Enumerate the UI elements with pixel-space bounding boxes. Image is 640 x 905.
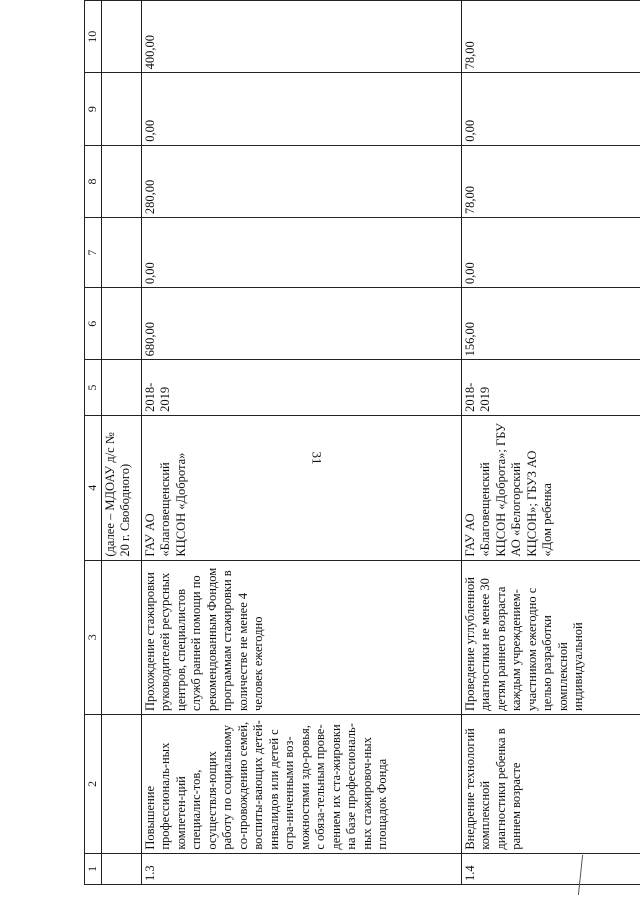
activity-cell: Повышение профессиональ-ных компетен-ций специалис-тов, осуществля-ющих работу по социальному со-провождению семей, воспиты-вающих детей-инвалидов или детей с огра-ниченными воз-можностями здо-ровья, с обяза-тельным прове-дением их ста-жировки на базе профессиональ-ных стажировоч-ных площадок Фонда	[141, 714, 461, 853]
row-number: 1.4	[461, 853, 640, 884]
continuation-row	[101, 1, 141, 885]
header-cell-4: 4	[85, 415, 102, 560]
value-cell-9: 0,00	[461, 73, 640, 145]
header-cell-10: 10	[85, 1, 102, 73]
header-cell-2: 2	[85, 714, 102, 853]
executor-cell: ГАУ АО «Благовещенский КЦСОН «Доброта»	[141, 415, 461, 560]
measure-cell: Проведение углубленной диагностики не менее 30 детям раннего возраста каждым учреждением-участником ежегодно с целью разработки комплексной индивидуальной	[461, 560, 640, 714]
measure-cell: Прохождение стажировки руководителей ресурсных центров, специалистов служб ранней помощи по рекомендованным Фондом программам стажировки в количестве не менее 4 человек ежегодно	[141, 560, 461, 714]
margin-mark	[578, 855, 603, 895]
activity-cell: Внедрение технологий комплексной диагностики ребенка в раннем возрасте	[461, 714, 640, 853]
value-cell-8: 280,00	[141, 145, 461, 217]
header-cell-9: 9	[85, 73, 102, 145]
rotated-table-sheet	[84, 0, 640, 885]
total-cell: 156,00	[461, 288, 640, 360]
value-cell-10: 400,00	[141, 1, 461, 73]
value-cell-9: 0,00	[141, 73, 461, 145]
header-cell-3: 3	[85, 560, 102, 714]
value-cell-8: 78,00	[461, 145, 640, 217]
program-table	[84, 0, 640, 885]
header-cell-1: 1	[85, 853, 102, 884]
row-number: 1.3	[141, 853, 461, 884]
table-header-row	[85, 1, 102, 885]
table-row	[141, 1, 461, 885]
period-cell: 2018-2019	[141, 360, 461, 415]
header-cell-5: 5	[85, 360, 102, 415]
executor-cell: ГАУ АО «Благовещенский КЦСОН «Доброта»; ГБУ АО «Белогорский КЦСОН»; ГБУЗ АО «Дом ребенка	[461, 415, 640, 560]
continuation-text: (далее – МДОАУ д/с № 20 г. Свободного)	[101, 415, 141, 560]
period-cell: 2018-2019	[461, 360, 640, 415]
value-cell-10: 78,00	[461, 1, 640, 73]
header-cell-6: 6	[85, 288, 102, 360]
value-cell-7: 0,00	[461, 218, 640, 288]
table-row	[461, 1, 640, 885]
header-cell-8: 8	[85, 145, 102, 217]
value-cell-7: 0,00	[141, 218, 461, 288]
total-cell: 680,00	[141, 288, 461, 360]
page-number: 31	[309, 451, 325, 465]
header-cell-7: 7	[85, 218, 102, 288]
